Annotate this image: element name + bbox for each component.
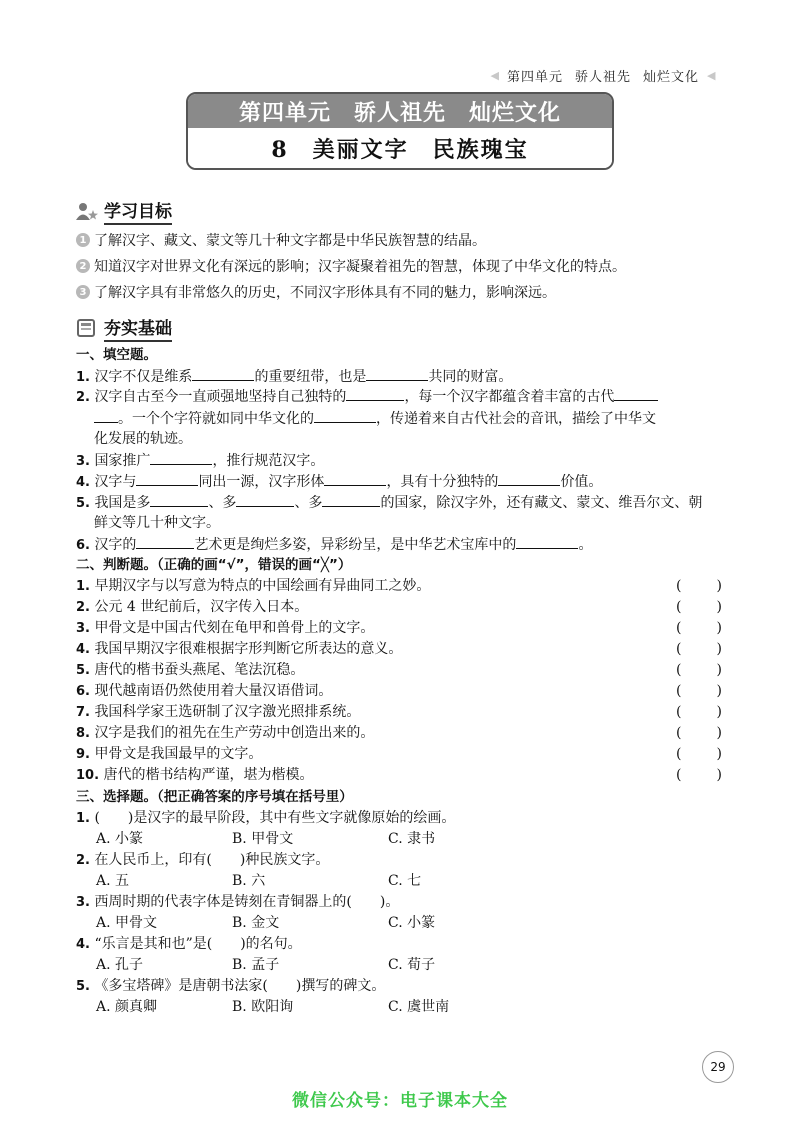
judge-item: 3. 甲骨文是中国古代刻在龟甲和兽骨上的文字。 <box>76 620 375 636</box>
answer-parentheses[interactable]: ( ) <box>676 704 722 720</box>
choice-option-a[interactable]: A. 孔子 <box>96 957 144 973</box>
choice-option-b[interactable]: B. 六 <box>232 873 266 889</box>
choice-option-a[interactable]: A. 小篆 <box>96 831 144 847</box>
choice-option-b[interactable]: B. 欧阳询 <box>232 999 294 1015</box>
choice-option-c[interactable]: C. 小篆 <box>388 915 436 931</box>
goal-text: 知道汉字对世界文化有深远的影响；汉字凝聚着祖先的智慧，体现了中华文化的特点。 <box>94 259 626 275</box>
goal-number: 1 <box>76 233 90 247</box>
goal-number: 3 <box>76 285 90 299</box>
choice-option-a[interactable]: A. 甲骨文 <box>96 915 158 931</box>
choice-option-c[interactable]: C. 隶书 <box>388 831 436 847</box>
notebook-icon <box>76 318 98 338</box>
lesson-title: 8 美丽文字 民族瑰宝 <box>188 128 612 168</box>
answer-parentheses[interactable]: ( ) <box>676 683 722 699</box>
judge-item: 7. 我国科学家王选研制了汉字激光照排系统。 <box>76 704 361 720</box>
header-topic2: 灿烂文化 <box>643 69 700 85</box>
unit-title: 第四单元 骄人祖先 灿烂文化 <box>188 94 612 128</box>
choice-option-b[interactable]: B. 甲骨文 <box>232 831 294 847</box>
answer-blank[interactable] <box>136 471 198 486</box>
running-header <box>478 64 728 86</box>
answer-blank[interactable] <box>94 408 118 423</box>
goal-number: 2 <box>76 259 90 273</box>
choice-option-b[interactable]: B. 金文 <box>232 915 280 931</box>
answer-parentheses[interactable]: ( ) <box>676 620 722 636</box>
choice-option-c[interactable]: C. 荀子 <box>388 957 436 973</box>
answer-blank[interactable] <box>192 366 254 381</box>
page-number: 29 <box>702 1051 734 1083</box>
answer-parentheses[interactable]: ( ) <box>676 641 722 657</box>
answer-blank[interactable] <box>150 492 208 507</box>
answer-blank[interactable] <box>324 471 386 486</box>
choice-question: 1. ( )是汉字的最早阶段，其中有些文字就像原始的绘画。 <box>76 810 456 826</box>
answer-blank[interactable] <box>314 408 376 423</box>
goal-text: 了解汉字、藏文、蒙文等几十种文字都是中华民族智慧的结晶。 <box>94 233 486 249</box>
fill-question-6: 6. 汉字的 艺术更是绚烂多姿，异彩纷呈，是中华艺术宝库中的 。 <box>76 534 592 556</box>
answer-blank[interactable] <box>498 471 560 486</box>
answer-parentheses[interactable]: ( ) <box>676 767 722 783</box>
goals-heading <box>76 197 172 225</box>
fill-question-5: 5. 我国是多 、多 、多 的国家，除汉字外，还有藏文、蒙文、维吾尔文、朝 <box>76 492 702 514</box>
judge-item: 5. 唐代的楷书蚕头燕尾、笔法沉稳。 <box>76 662 305 678</box>
choice-question: 3. 西周时期的代表字体是铸刻在青铜器上的( )。 <box>76 894 400 910</box>
fill-question-3: 3. 国家推广 ，推行规范汉字。 <box>76 450 324 472</box>
judge-item: 4. 我国早期汉字很难根据字形判断它所表达的意义。 <box>76 641 403 657</box>
judge-item: 9. 甲骨文是我国最早的文字。 <box>76 746 263 762</box>
judge-item: 6. 现代越南语仍然使用着大量汉语借词。 <box>76 683 333 699</box>
judge-item: 10. 唐代的楷书结构严谨，堪为楷模。 <box>76 767 314 783</box>
choice-option-c[interactable]: C. 虞世南 <box>388 999 450 1015</box>
goal-item <box>76 256 626 276</box>
answer-blank[interactable] <box>322 492 380 507</box>
answer-blank[interactable] <box>366 366 428 381</box>
goal-text: 了解汉字具有非常悠久的历史，不同汉字形体具有不同的魅力，影响深远。 <box>94 285 556 301</box>
header-unit: 第四单元 <box>506 69 563 85</box>
part1-heading: 一、填空题。 <box>76 347 157 363</box>
choice-option-a[interactable]: A. 颜真卿 <box>96 999 158 1015</box>
answer-parentheses[interactable]: ( ) <box>676 746 722 762</box>
choice-option-b[interactable]: B. 孟子 <box>232 957 280 973</box>
header-topic1: 骄人祖先 <box>574 69 631 85</box>
title-box <box>186 92 614 170</box>
choice-question: 4. “乐言是其和也”是( )的名句。 <box>76 936 302 952</box>
part2-heading: 二、判断题。（正确的画“√”，错误的画“╳”） <box>76 557 352 573</box>
answer-parentheses[interactable]: ( ) <box>676 725 722 741</box>
answer-blank[interactable] <box>236 492 294 507</box>
goal-item <box>76 282 556 302</box>
choice-question: 5. 《多宝塔碑》是唐朝书法家( )撰写的碑文。 <box>76 978 386 994</box>
fill-question-4: 4. 汉字与 同出一源，汉字形体 ，具有十分独特的 价值。 <box>76 471 602 493</box>
goals-title: 学习目标 <box>104 197 172 225</box>
answer-blank[interactable] <box>614 386 658 401</box>
fill-question-2: 2. 汉字自古至今一直顽强地坚持自己独特的 ，每一个汉字都蕴含着丰富的古代 <box>76 386 658 408</box>
answer-blank[interactable] <box>516 534 578 549</box>
triangle-left-icon: ◀ <box>490 68 499 82</box>
choice-option-c[interactable]: C. 七 <box>388 873 422 889</box>
fill-question-2-cont: 。一个个字符就如同中华文化的 ，传递着来自古代社会的音讯，描绘了中华文 <box>94 408 656 429</box>
answer-blank[interactable] <box>150 450 212 465</box>
answer-parentheses[interactable]: ( ) <box>676 662 722 678</box>
answer-parentheses[interactable]: ( ) <box>676 599 722 615</box>
fill-question-1: 1. 汉字不仅是维系 的重要纽带，也是 共同的财富。 <box>76 366 512 388</box>
fill-question-5-end: 鲜文等几十种文字。 <box>94 515 220 531</box>
choice-option-a[interactable]: A. 五 <box>96 873 130 889</box>
goal-item <box>76 230 486 250</box>
basics-heading <box>76 314 172 342</box>
basics-title: 夯实基础 <box>104 314 172 342</box>
choice-question: 2. 在人民币上，印有( )种民族文字。 <box>76 852 330 868</box>
learner-star-icon <box>76 201 98 221</box>
judge-item: 2. 公元 4 世纪前后，汉字传入日本。 <box>76 599 309 615</box>
part3-heading: 三、选择题。（把正确答案的序号填在括号里） <box>76 789 353 805</box>
answer-blank[interactable] <box>346 386 404 401</box>
judge-item: 8. 汉字是我们的祖先在生产劳动中创造出来的。 <box>76 725 375 741</box>
fill-question-2-end: 化发展的轨迹。 <box>94 431 192 447</box>
triangle-right-icon: ◀ <box>707 68 716 82</box>
answer-parentheses[interactable]: ( ) <box>676 578 722 594</box>
answer-blank[interactable] <box>136 534 194 549</box>
judge-item: 1. 早期汉字与以写意为特点的中国绘画有异曲同工之妙。 <box>76 578 431 594</box>
footer-watermark: 微信公众号：电子课本大全 <box>292 1091 508 1111</box>
